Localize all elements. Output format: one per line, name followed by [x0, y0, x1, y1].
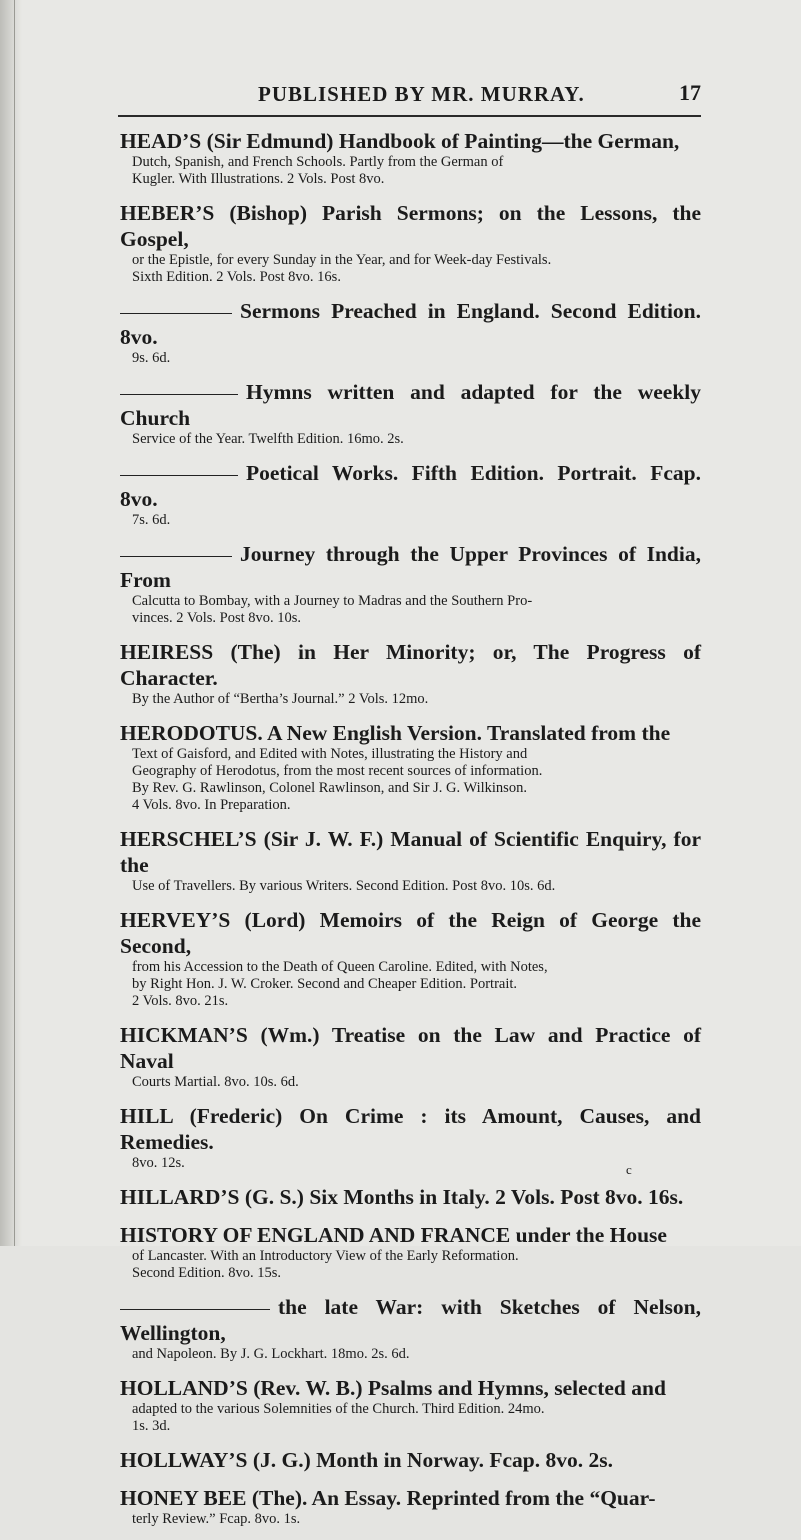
entry-heading: HERODOTUS. A New English Version. Translated from the [120, 721, 671, 745]
entry-detail: Sixth Edition. 2 Vols. Post 8vo. 16s. [132, 269, 341, 285]
catalogue-entry [120, 1447, 701, 1473]
catalogue-entry [120, 1294, 701, 1363]
ditto-dash [120, 394, 238, 395]
entry-detail: Service of the Year. Twelfth Edition. 16mo. 2s. [132, 431, 404, 447]
entry-heading: HONEY BEE (The). An Essay. Reprinted from the “Quar- [120, 1486, 656, 1510]
entry-detail: By Rev. G. Rawlinson, Colonel Rawlinson, and Sir J. G. Wilkinson. [132, 780, 527, 796]
entry-heading-text: Journey through the Upper Provinces of India, From [120, 542, 701, 592]
catalogue-entry [120, 1022, 701, 1091]
ditto-dash [120, 475, 238, 476]
entry-detail: adapted to the various Solemnities of the Church. Third Edition. 24mo. [132, 1401, 545, 1417]
entry-detail: from his Accession to the Death of Queen Caroline. Edited, with Notes, [132, 959, 548, 975]
entry-detail: Calcutta to Bombay, with a Journey to Madras and the Southern Pro- [132, 593, 533, 609]
catalogue-entry [120, 379, 701, 448]
entry-detail: 1s. 3d. [132, 1418, 171, 1434]
entry-heading: HERSCHEL’S (Sir J. W. F.) Manual of Scientific Enquiry, for the [120, 827, 701, 877]
catalogue-list [120, 128, 701, 1540]
entry-detail: 9s. 6d. [132, 350, 171, 366]
page-number: 17 [679, 80, 701, 105]
entry-heading [120, 379, 701, 431]
catalogue-entry [120, 1485, 701, 1528]
entry-heading: HISTORY OF ENGLAND AND FRANCE under the House [120, 1223, 667, 1247]
entry-detail: By the Author of “Bertha’s Journal.” 2 Vols. 12mo. [132, 691, 429, 707]
entry-detail: Text of Gaisford, and Edited with Notes, illustrating the History and [132, 746, 528, 762]
header-rule [118, 115, 701, 117]
entry-heading [120, 1294, 701, 1346]
running-title: PUBLISHED BY MR. MURRAY. [258, 82, 585, 106]
entry-heading: HOLLWAY’S (J. G.) Month in Norway. Fcap. 8vo. 2s. [120, 1448, 613, 1472]
catalogue-entry [120, 639, 701, 708]
entry-heading [120, 541, 701, 593]
entry-detail: 2 Vols. 8vo. 21s. [132, 993, 229, 1009]
catalogue-entry [120, 1103, 701, 1172]
entry-detail: Use of Travellers. By various Writers. Second Edition. Post 8vo. 10s. 6d. [132, 878, 556, 894]
catalogue-entry [120, 720, 701, 814]
entry-detail: terly Review.” Fcap. 8vo. 1s. [132, 1511, 301, 1527]
entry-heading: HILL (Frederic) On Crime : its Amount, Causes, and Remedies. [120, 1104, 701, 1154]
entry-detail: Geography of Herodotus, from the most recent sources of information. [132, 763, 543, 779]
entry-heading: HEBER’S (Bishop) Parish Sermons; on the Lessons, the Gospel, [120, 201, 701, 251]
entry-detail: 8vo. 12s. [132, 1155, 185, 1171]
entry-heading: HILLARD’S (G. S.) Six Months in Italy. 2 Vols. Post 8vo. 16s. [120, 1185, 684, 1209]
entry-detail: 7s. 6d. [132, 512, 171, 528]
ditto-dash [120, 1309, 270, 1310]
gutter-line [14, 0, 15, 1246]
ditto-dash [120, 313, 232, 314]
entry-detail: or the Epistle, for every Sunday in the Year, and for Week-day Festivals. [132, 252, 552, 268]
catalogue-entry [120, 460, 701, 529]
ditto-dash [120, 556, 232, 557]
entry-heading: HEAD’S (Sir Edmund) Handbook of Painting—the German, [120, 129, 680, 153]
page-gutter-shadow [0, 0, 22, 1246]
catalogue-entry [120, 826, 701, 895]
entry-detail: Dutch, Spanish, and French Schools. Partly from the German of [132, 154, 504, 170]
entry-detail: and Napoleon. By J. G. Lockhart. 18mo. 2s. 6d. [132, 1346, 410, 1362]
entry-heading [120, 298, 701, 350]
signature-mark: c [626, 1162, 632, 1177]
entry-heading: HOLLAND’S (Rev. W. B.) Psalms and Hymns, selected and [120, 1376, 666, 1400]
entry-heading [120, 460, 701, 512]
entry-heading: HEIRESS (The) in Her Minority; or, The Progress of Character. [120, 640, 701, 690]
entry-detail: Courts Martial. 8vo. 10s. 6d. [132, 1074, 299, 1090]
catalogue-entry [120, 1184, 701, 1210]
catalogue-entry [120, 200, 701, 286]
catalogue-entry [120, 1375, 701, 1435]
entry-heading-text: Poetical Works. Fifth Edition. Portrait. Fcap. 8vo. [120, 461, 701, 511]
catalogue-entry [120, 541, 701, 627]
entry-detail: Kugler. With Illustrations. 2 Vols. Post 8vo. [132, 171, 385, 187]
entry-detail: by Right Hon. J. W. Croker. Second and Cheaper Edition. Portrait. [132, 976, 518, 992]
entry-detail: 4 Vols. 8vo. In Preparation. [132, 797, 291, 813]
catalogue-entry [120, 298, 701, 367]
catalogue-entry [120, 128, 701, 188]
entry-heading-text: the late War: with Sketches of Nelson, Wellington, [120, 1295, 701, 1345]
entry-heading-text: Hymns written and adapted for the weekly Church [120, 380, 701, 430]
entry-detail: Second Edition. 8vo. 15s. [132, 1265, 282, 1281]
entry-heading: HERVEY’S (Lord) Memoirs of the Reign of George the Second, [120, 908, 701, 958]
entry-detail: of Lancaster. With an Introductory View of the Early Reformation. [132, 1248, 519, 1264]
entry-detail: vinces. 2 Vols. Post 8vo. 10s. [132, 610, 302, 626]
entry-heading: HICKMAN’S (Wm.) Treatise on the Law and Practice of Naval [120, 1023, 701, 1073]
entry-heading-text: Sermons Preached in England. Second Edition. 8vo. [120, 299, 701, 349]
catalogue-entry [120, 907, 701, 1010]
catalogue-entry [120, 1222, 701, 1282]
